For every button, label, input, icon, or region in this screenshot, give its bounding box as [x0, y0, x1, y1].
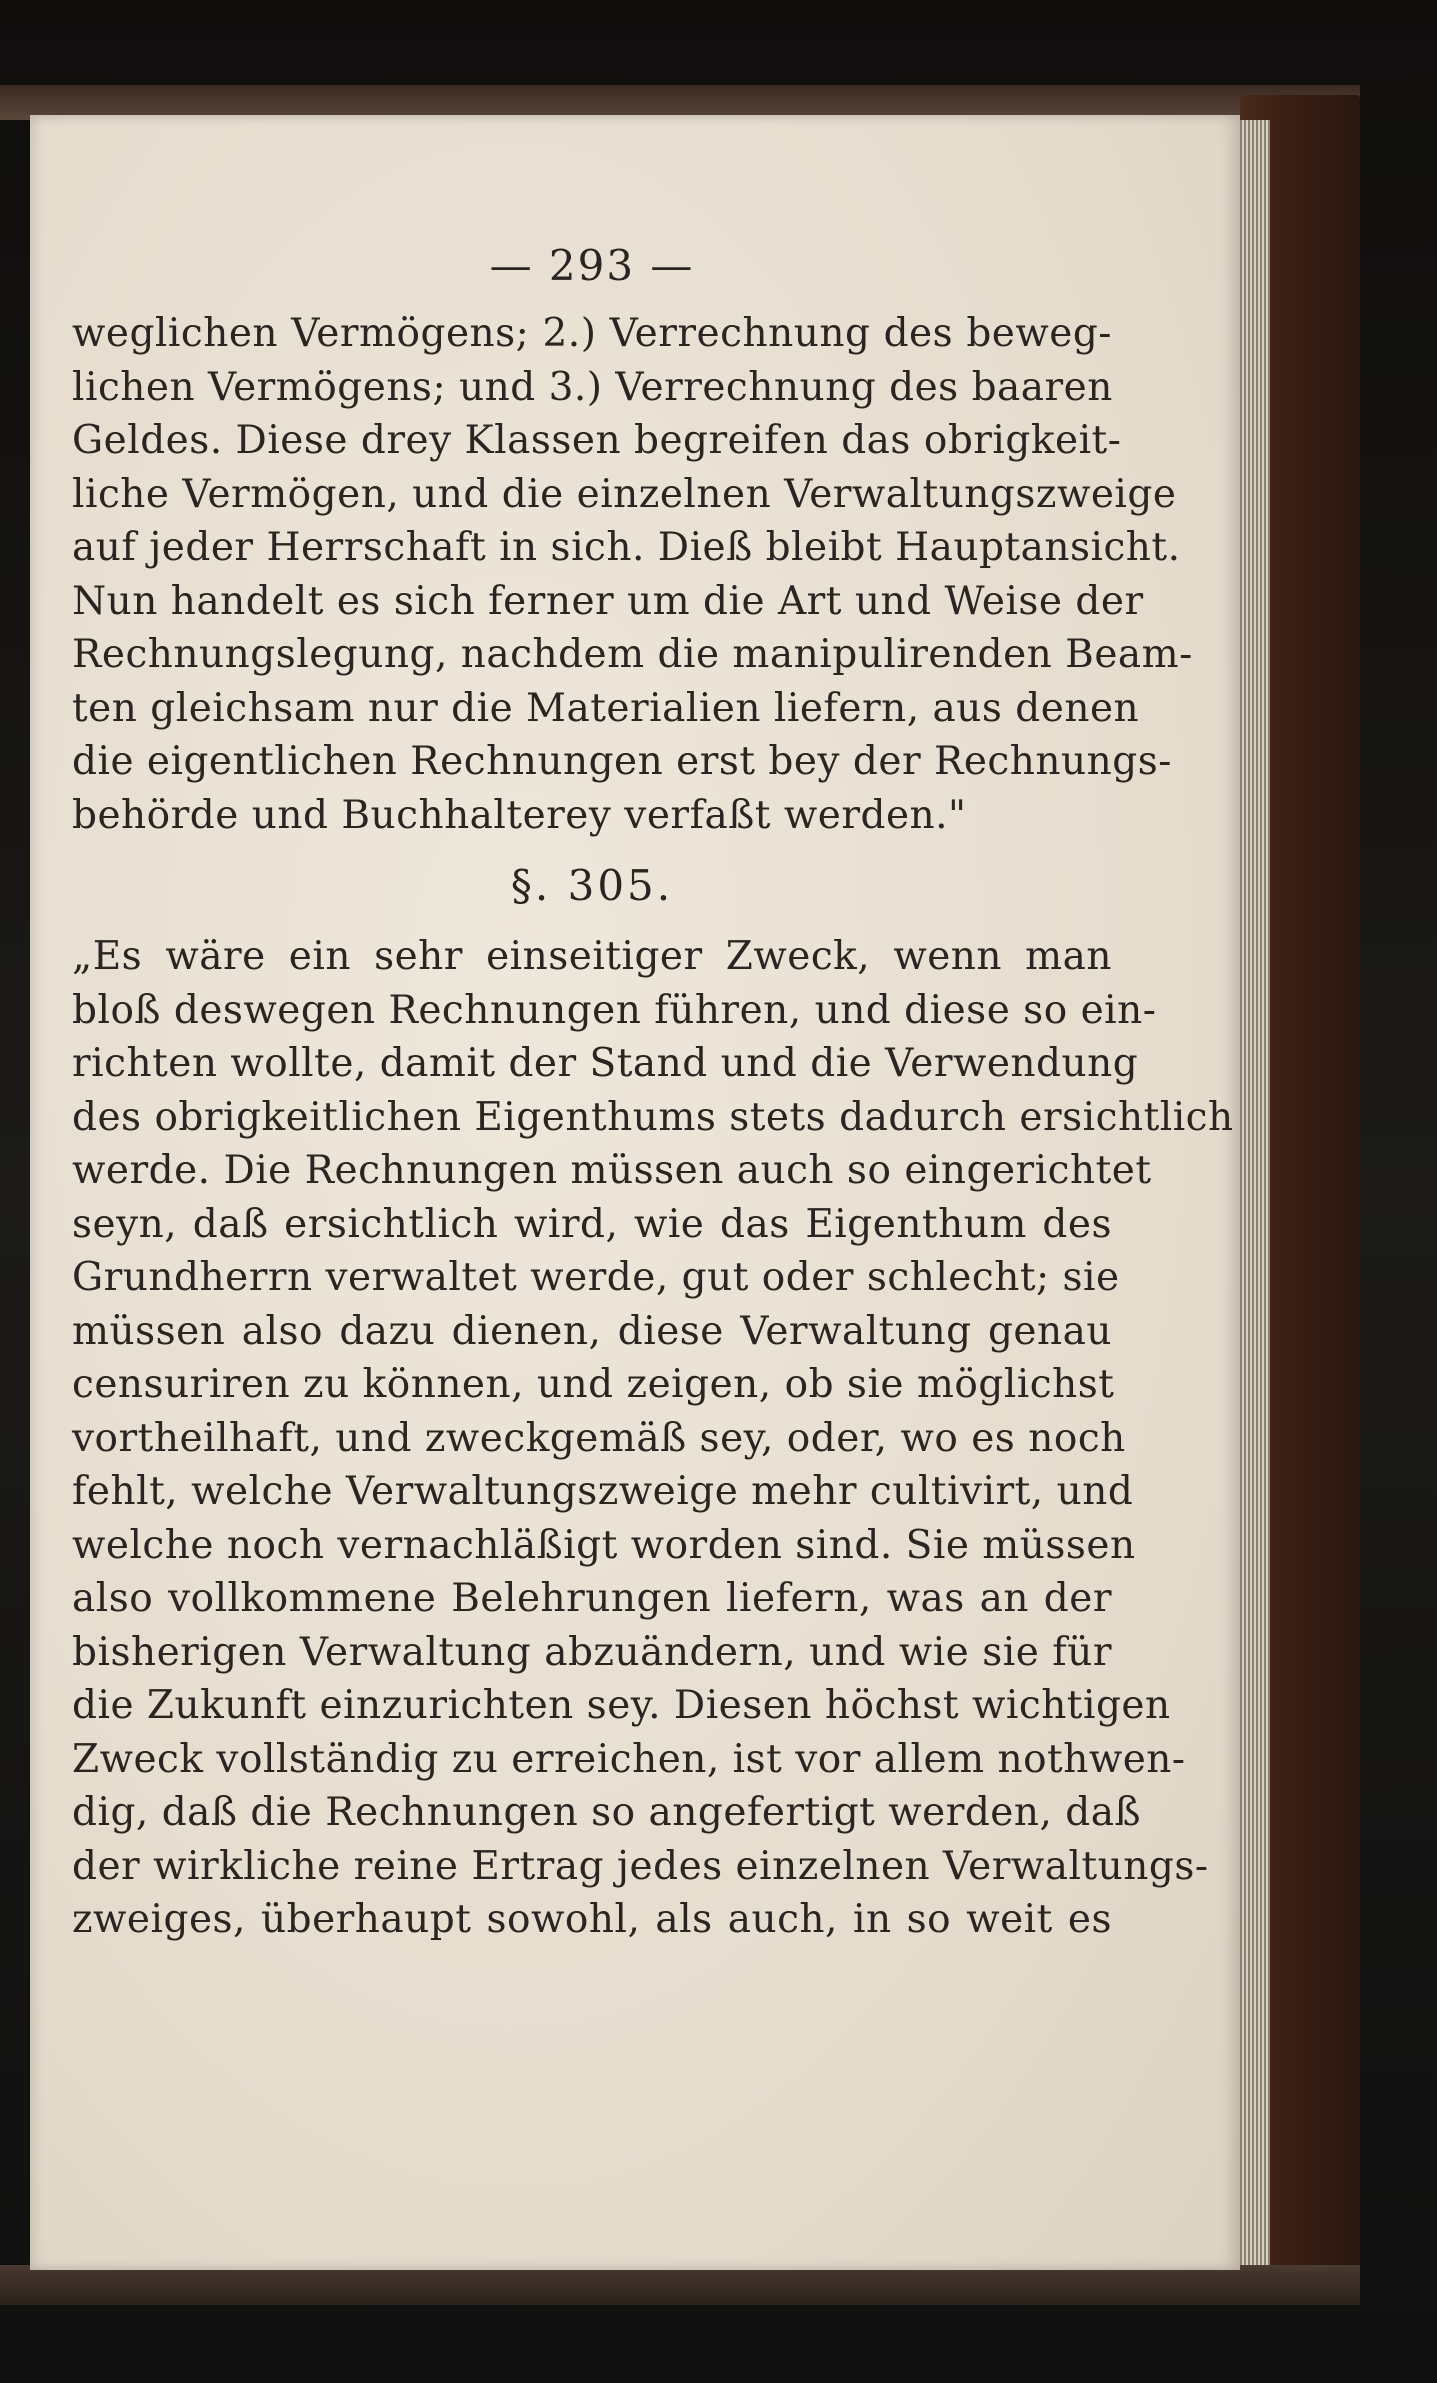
text-line: der wirkliche reine Ertrag jedes einzelnen Verwaltungs- — [72, 1843, 1209, 1889]
text-line: „Es wäre ein sehr einseitiger Zweck, wenn man — [72, 934, 1112, 979]
text-line: müssen also dazu dienen, diese Verwaltung genau — [72, 1308, 1112, 1354]
text-line: censuriren zu können, und zeigen, ob sie möglichst — [72, 1362, 1115, 1407]
page-number: — 293 — — [489, 241, 695, 290]
text-line: auf jeder Herrschaft in sich. Dieß bleibt Hauptansicht. — [72, 525, 1181, 570]
text-line: liche Vermögen, und die einzelnen Verwaltungszweige — [72, 471, 1177, 517]
text-line: zweiges, überhaupt sowohl, als auch, in so weit es — [72, 1897, 1112, 1942]
text-line: Nun handelt es sich ferner um die Art und Weise der — [72, 578, 1144, 624]
text-line: Geldes. Diese drey Klassen begreifen das obrigkeit- — [72, 418, 1122, 463]
text-line: dig, daß die Rechnungen so angefertigt werden, daß — [72, 1790, 1142, 1835]
text-line: welche noch vernachläßigt worden sind. Sie müssen — [72, 1522, 1136, 1568]
text-line: vortheilhaft, und zweckgemäß sey, oder, wo es noch — [72, 1415, 1126, 1461]
page-text — [72, 225, 1234, 1947]
text-line: fehlt, welche Verwaltungszweige mehr cultivirt, und — [72, 1469, 1134, 1514]
book-board-bottom — [0, 2265, 1360, 2305]
text-line: richten wollte, damit der Stand und die Verwendung — [72, 1041, 1139, 1086]
text-line: Rechnungslegung, nachdem die manipulirenden Beam- — [72, 632, 1193, 677]
text-line: also vollkommene Belehrungen liefern, was an der — [72, 1576, 1112, 1621]
text-line: Zweck vollständig zu erreichen, ist vor allem nothwen- — [72, 1736, 1186, 1782]
text-line: Grundherrn verwaltet werde, gut oder schlecht; sie — [72, 1255, 1120, 1300]
text-line: des obrigkeitlichen Eigenthums stets dadurch ersichtlich — [72, 1094, 1234, 1140]
paragraph-2 — [72, 930, 1234, 1947]
text-line: die eigentlichen Rechnungen erst bey der Rechnungs- — [72, 739, 1172, 784]
text-line: ten gleichsam nur die Materialien liefern, aus denen — [72, 685, 1140, 731]
text-line: behörde und Buchhalterey verfaßt werden." — [72, 792, 967, 838]
text-line: weglichen Vermögens; 2.) Verrechnung des beweg- — [72, 311, 1112, 356]
section-heading: §. 305. — [510, 861, 674, 910]
paragraph-1 — [72, 307, 1193, 842]
text-line: die Zukunft einzurichten sey. Diesen höchst wichtigen — [72, 1683, 1171, 1728]
text-line: werde. Die Rechnungen müssen auch so eingerichtet — [72, 1148, 1152, 1193]
text-line: bisherigen Verwaltung abzuändern, und wie sie für — [72, 1629, 1112, 1675]
text-line: bloß deswegen Rechnungen führen, und diese so ein- — [72, 987, 1157, 1033]
text-line: lichen Vermögens; und 3.) Verrechnung des baaren — [72, 364, 1113, 410]
text-line: seyn, daß ersichtlich wird, wie das Eigenthum des — [72, 1201, 1112, 1247]
book-page — [30, 115, 1240, 2270]
